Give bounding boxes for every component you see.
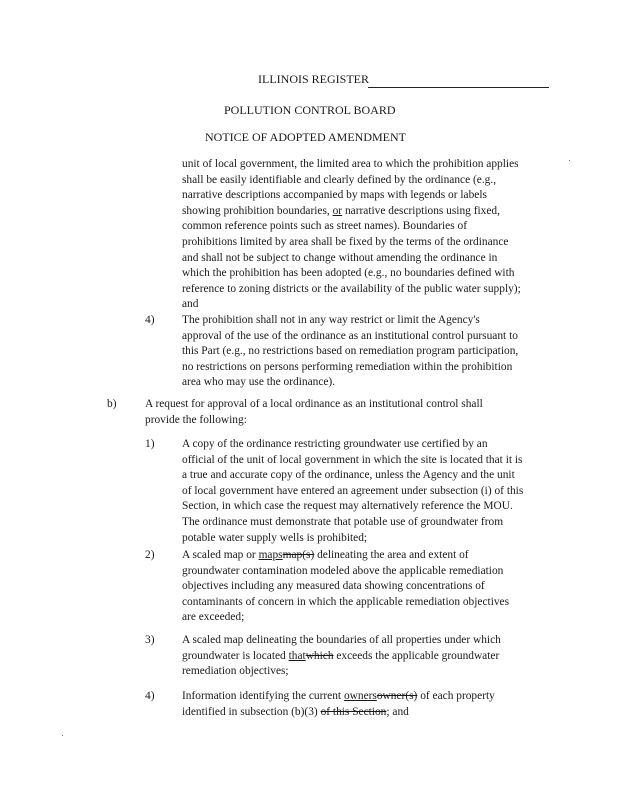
item-a4-text bbox=[182, 313, 582, 391]
register-title: ILLINOIS REGISTER bbox=[258, 72, 369, 86]
deleted-text: of this Section bbox=[320, 705, 387, 718]
text-line: A copy of the ordinance restricting groundwater use certified by an bbox=[182, 438, 488, 450]
text-line: common reference points such as street names). Boundaries of bbox=[182, 220, 467, 233]
inserted-text: owners bbox=[343, 690, 377, 702]
text-line: groundwater contamination modeled above the applicable remediation bbox=[182, 564, 504, 577]
text-line: Section, in which case the request may alternatively reference the MOU. bbox=[182, 500, 513, 513]
text-line: unit of local government, the limited area to which the prohibition applies bbox=[182, 158, 519, 170]
notice-title: NOTICE OF ADOPTED AMENDMENT bbox=[205, 130, 406, 144]
text-line: official of the unit of local government in which the site is located that it is bbox=[182, 453, 523, 466]
deleted-text: which bbox=[305, 649, 334, 662]
text-line: narrative descriptions accompanied by maps with legends or labels bbox=[182, 189, 487, 202]
item-a4-label: 4) bbox=[145, 314, 155, 326]
text-line: are exceeded; bbox=[182, 611, 245, 624]
text-line: A request for approval of a local ordinance as an institutional control shall bbox=[145, 398, 483, 410]
scan-speck bbox=[62, 735, 63, 736]
item-b3-label: 3) bbox=[145, 634, 155, 646]
text-line: Information identifying the current ownersowner(s) of each property bbox=[182, 690, 495, 702]
text-line: The ordinance must demonstrate that potable use of groundwater from bbox=[182, 515, 504, 528]
text-line: provide the following: bbox=[145, 413, 247, 426]
continued-paragraph bbox=[182, 157, 582, 313]
inserted-text: or bbox=[332, 204, 343, 217]
text-line: a true and accurate copy of the ordinance, unless the Agency and the unit bbox=[182, 469, 515, 482]
deleted-text: map(s) bbox=[282, 549, 315, 561]
text-line: this Part (e.g., no restrictions based on remediation program participation, bbox=[182, 345, 519, 358]
item-b4-label: 4) bbox=[145, 690, 155, 702]
text-line: potable water supply wells is prohibited; bbox=[182, 531, 368, 544]
text-line: showing prohibition boundaries, or narrative descriptions using fixed, bbox=[182, 204, 500, 217]
item-b3-text bbox=[182, 633, 582, 680]
text-line: contaminants of concern in which the applicable remediation objectives bbox=[182, 595, 510, 608]
text-line: no restrictions on persons performing remediation within the prohibition bbox=[182, 360, 513, 373]
item-b1-label: 1) bbox=[145, 438, 155, 450]
text-line: approval of the use of the ordinance as an institutional control pursuant to bbox=[182, 329, 518, 342]
scan-speck bbox=[569, 160, 570, 161]
text-line: The prohibition shall not in any way restrict or limit the Agency's bbox=[182, 314, 480, 326]
text-line: and bbox=[182, 298, 199, 311]
text-line: groundwater is located thatwhich exceeds the applicable groundwater bbox=[182, 649, 500, 662]
inserted-text: that bbox=[288, 649, 306, 662]
text-line: area who may use the ordinance). bbox=[182, 376, 336, 389]
section-b-text bbox=[145, 397, 565, 428]
inserted-text: maps bbox=[258, 549, 283, 561]
text-line: which the prohibition has been adopted (e.g., no boundaries defined with bbox=[182, 267, 515, 280]
text-line: remediation objectives; bbox=[182, 665, 289, 678]
text-line: of local government have entered an agreement under subsection (i) of this bbox=[182, 484, 524, 497]
text-line: A scaled map or mapsmap(s) delineating the area and extent of bbox=[182, 549, 469, 561]
section-b-label: b) bbox=[107, 398, 117, 410]
item-b1-text bbox=[182, 437, 582, 546]
text-line: shall be easily identifiable and clearly defined by the ordinance (e.g., bbox=[182, 173, 497, 186]
text-line: prohibitions limited by area shall be fixed by the terms of the ordinance bbox=[182, 235, 509, 248]
text-line: A scaled map delineating the boundaries of all properties under which bbox=[182, 634, 501, 646]
item-b4-text bbox=[182, 689, 582, 720]
board-title: POLLUTION CONTROL BOARD bbox=[224, 103, 396, 117]
item-b2-text bbox=[182, 548, 582, 626]
text-line: reference to zoning districts or the availability of the public water supply); bbox=[182, 282, 521, 295]
text-line: and shall not be subject to change without amending the ordinance in bbox=[182, 251, 498, 264]
deleted-text: owner(s) bbox=[376, 690, 418, 702]
item-b2-label: 2) bbox=[145, 549, 155, 561]
text-line: objectives including any measured data showing concentrations of bbox=[182, 580, 485, 593]
header-rule bbox=[368, 87, 549, 88]
text-line: identified in subsection (b)(3) of this Section; and bbox=[182, 705, 409, 718]
